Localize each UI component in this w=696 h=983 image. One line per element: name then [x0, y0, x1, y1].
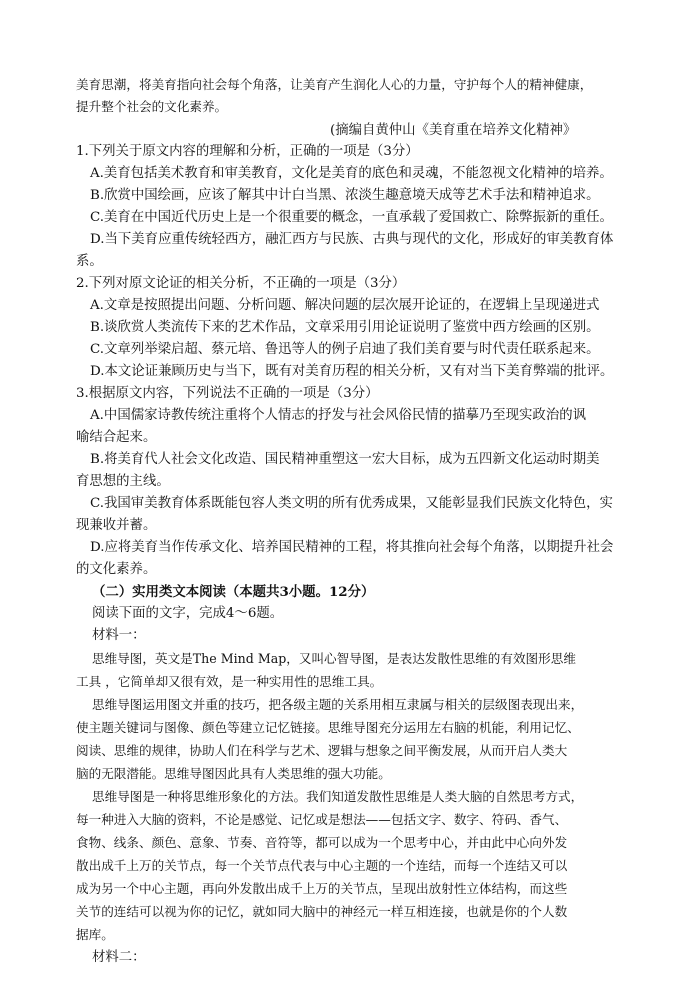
question-1-stem: 1.下列关于原文内容的理解和分析，正确的一项是（3分）	[76, 144, 419, 159]
section-instruction: 阅读下面的文字，完成4～6题。	[92, 606, 284, 621]
question-3-option-a-cont: 喻结合起来。	[76, 430, 157, 445]
question-1-option-d-cont: 系。	[76, 254, 103, 269]
material-1-line: 使主题关键词与图像、颜色等建立记忆链接。思维导图充分运用左右脑的机能，利用记忆、	[76, 720, 580, 735]
material-2-label: 材料二：	[92, 950, 146, 965]
question-3-option-c-cont: 现兼收并蓄。	[76, 518, 157, 533]
question-1-option-a: A.美育包括美术教育和审美教育，文化是美育的底色和灵魂，不能忽视文化精神的培养。	[90, 166, 613, 181]
material-1-line: 每一种进入大脑的资料，不论是感觉、记忆或是想法——包括文字、数字、符码、香气、	[76, 812, 568, 827]
material-1-line: 成为另一个中心主题，再向外发散出成千上万的关节点，呈现出放射性立体结构，而这些	[76, 881, 568, 896]
material-1-line: 据库。	[76, 927, 114, 942]
question-2-option-a: A.文章是按照提出问题、分析问题、解决问题的层次展开论证的，在逻辑上呈现递进式	[90, 298, 600, 313]
question-2-option-c: C.文章列举梁启超、蔡元培、鲁迅等人的例子启迪了我们美育要与时代责任联系起来。	[90, 342, 600, 357]
question-1-option-b: B.欣赏中国绘画，应该了解其中计白当黑、浓淡生趣意境天成等艺术手法和精神追求。	[90, 188, 600, 203]
question-2-option-d: D.本文论证兼顾历史与当下，既有对美育历程的相关分析，又有对当下美育弊端的批评。	[90, 364, 614, 379]
question-3-option-a: A.中国儒家诗教传统注重将个人情志的抒发与社会风俗民情的描摹乃至现实政治的讽	[90, 408, 586, 423]
top-paragraph-line: 美育思潮，将美育指向社会每个角落，让美育产生润化人心的力量，守护每个人的精神健康，	[76, 77, 593, 92]
material-1-line: 散出成千上万的关节点，每一个关节点代表与中心主题的一个连结，而每一个连结又可以	[76, 858, 568, 873]
question-2-stem: 2.下列对原文论证的相关分析，不正确的一项是（3分）	[76, 276, 406, 291]
material-1-line: 思维导图，英文是The Mind Map，又叫心智导图，是表达发散性思维的有效图形思维	[92, 651, 576, 666]
question-1-option-d: D.当下美育应重传统轻西方，融汇西方与民族、古典与现代的文化，形成好的审美教育体	[90, 232, 614, 247]
question-3-option-d-cont: 的文化素养。	[76, 562, 157, 577]
question-3-stem: 3.根据原文内容，下列说法不正确的一项是（3分）	[76, 386, 379, 401]
material-1-line: 脑的无限潜能。思维导图因此具有人类思维的强大功能。	[76, 766, 391, 781]
material-1-line: 关节的连结可以视为你的记忆，就如同大脑中的神经元一样互相连接，也就是你的个人数	[76, 904, 568, 919]
question-3-option-b: B.将美育代人社会文化改造、国民精神重塑这一宏大目标，成为五四新文化运动时期美	[90, 452, 600, 467]
material-1-line: 食物、线条、颜色、意象、节奏、音符等，都可以成为一个思考中心，并由此中心向外发	[76, 835, 568, 850]
material-1-line: 思维导图是一种将思维形象化的方法。我们知道发散性思维是人类大脑的自然思考方式，	[92, 789, 584, 804]
question-3-option-c: C.我国审美教育体系既能包容人类文明的所有优秀成果，又能彰显我们民族文化特色，实	[90, 496, 613, 511]
question-2-option-b: B.谈欣赏人类流传下来的艺术作品，文章采用引用论证说明了鉴赏中西方绘画的区别。	[90, 320, 600, 335]
question-3-option-d: D.应将美育当作传承文化、培养国民精神的工程，将其推向社会每个角落，以期提升社会	[90, 540, 614, 555]
section-heading: （二）实用类文本阅读（本题共3小题。12分）	[92, 584, 375, 600]
material-1-label: 材料一：	[92, 628, 146, 643]
material-1-line: 阅读、思维的规律，协助人们在科学与艺术、逻辑与想象之间平衡发展，从而开启人类大	[76, 743, 568, 758]
material-1-line: 工具 ，它简单却又很有效，是一种实用性的思维工具。	[76, 674, 383, 689]
question-1-option-c: C.美育在中国近代历史上是一个很重要的概念，一直承载了爱国救亡、除弊振新的重任。	[90, 210, 613, 225]
source-citation: (摘编自黄仲山《美育重在培养文化精神》	[330, 123, 577, 138]
material-1-line: 思维导图运用图文并重的技巧，把各级主题的关系用相互隶属与相关的层级图表现出来，	[92, 697, 584, 712]
question-3-option-b-cont: 育思想的主线。	[76, 474, 170, 489]
top-paragraph-line: 提升整个社会的文化素养。	[76, 99, 228, 114]
